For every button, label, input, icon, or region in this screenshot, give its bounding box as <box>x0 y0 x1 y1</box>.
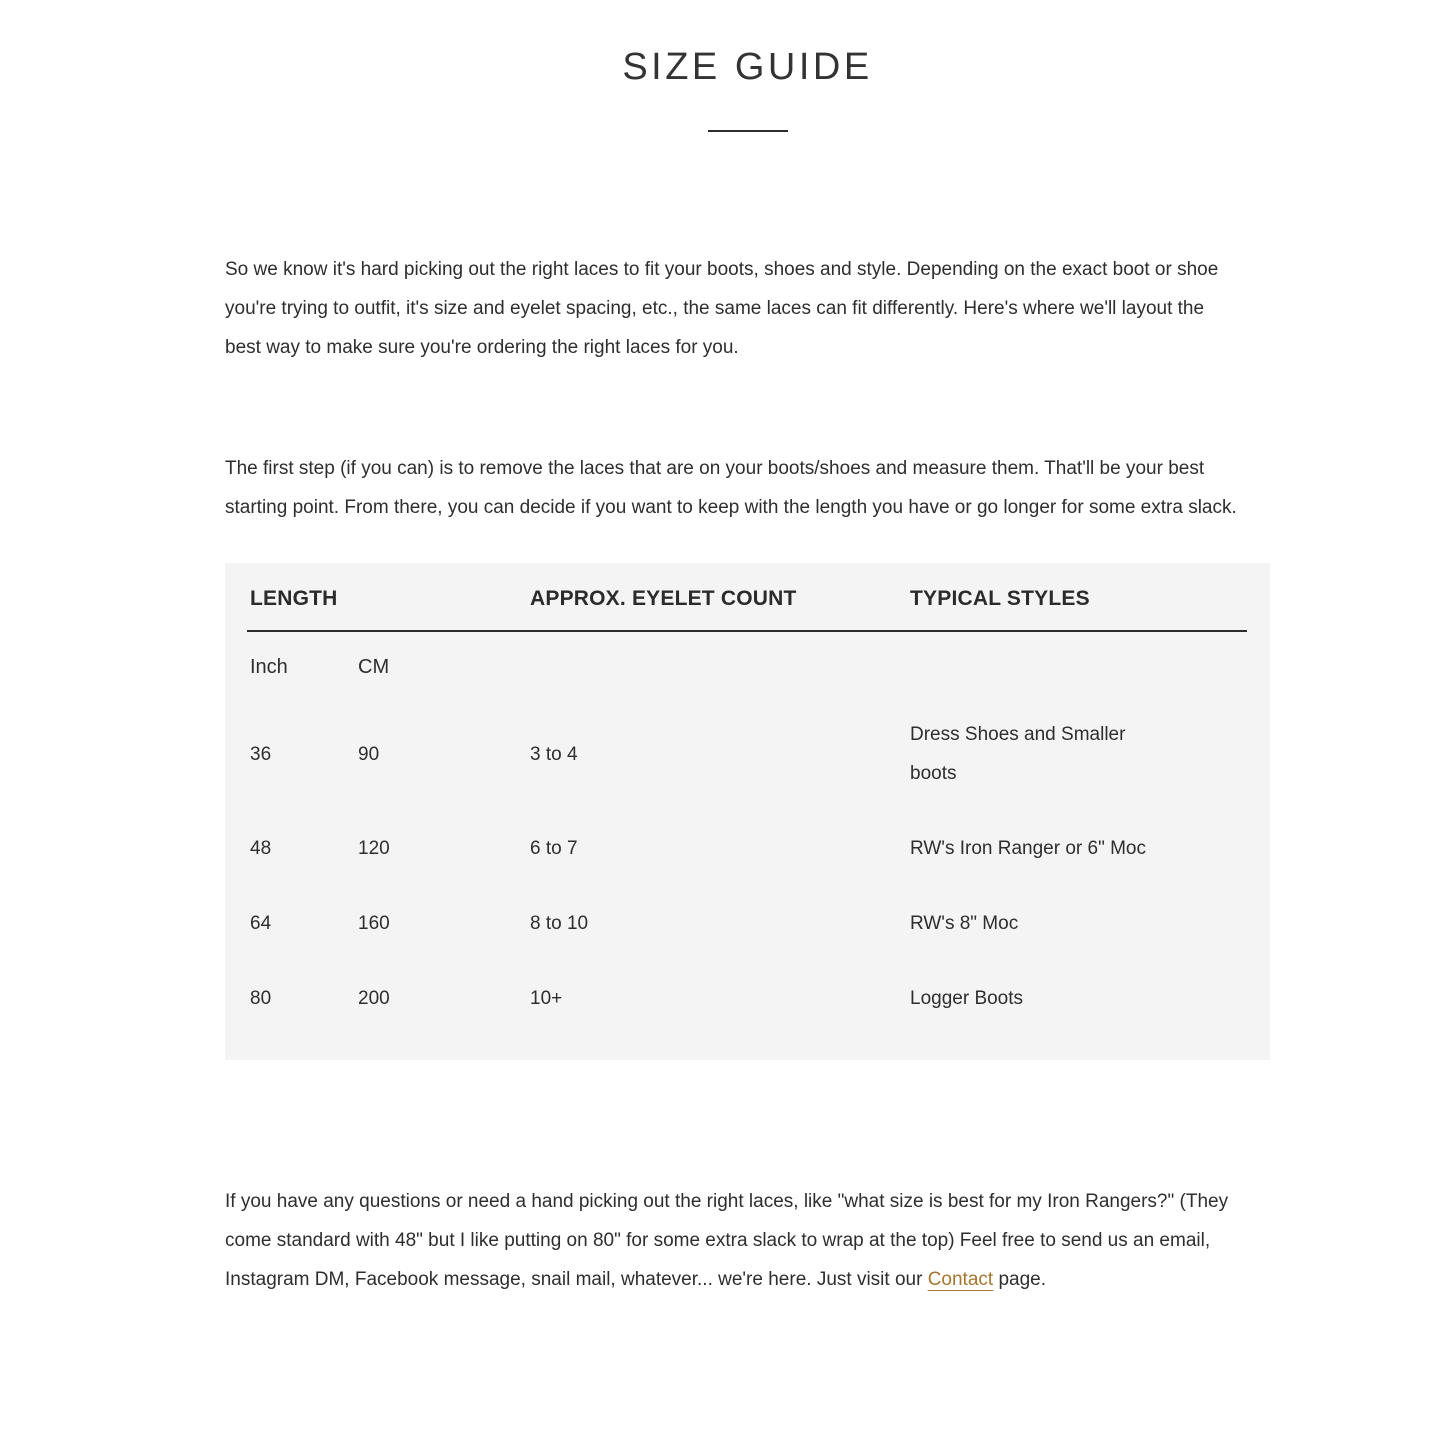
cell-eyelets: 3 to 4 <box>530 743 578 765</box>
column-header-typical-styles: TYPICAL STYLES <box>910 587 1090 610</box>
cell-inch: 36 <box>250 743 272 765</box>
measure-paragraph: The first step (if you can) is to remove the laces that are on your boots/shoes and measure them. That'll be your best starting point. From there, you can decide if you want to keep with the length you have or go longer for some extra slack. <box>225 458 1237 518</box>
unit-header-row <box>225 632 1270 697</box>
size-table-header-row <box>225 585 1270 630</box>
cell-cm: 120 <box>358 838 390 859</box>
help-text-after-link: page. <box>993 1269 1046 1290</box>
title-divider <box>708 130 788 132</box>
unit-header-cm: CM <box>358 656 390 678</box>
help-text-before-link: If you have any questions or need a hand picking out the right laces, like "what size is best for my Iron Rangers?" (They come standard with 48" but I like putting on 80" for some extra slack to wrap at the top) Feel free to send us an email, Instagram DM, Facebook message, snail mail, whatever... we're here. Just visit our <box>225 1191 1229 1290</box>
column-header-length: LENGTH <box>250 587 338 610</box>
cell-styles: Dress Shoes and Smaller boots <box>910 724 1126 784</box>
table-row <box>225 697 1270 811</box>
page-title: SIZE GUIDE <box>622 46 873 88</box>
unit-header-inch: Inch <box>250 656 288 678</box>
cell-inch: 80 <box>250 988 272 1009</box>
cell-cm: 160 <box>358 913 390 934</box>
cell-eyelets: 8 to 10 <box>530 913 589 934</box>
contact-link[interactable]: Contact <box>927 1269 994 1290</box>
cell-styles: RW's Iron Ranger or 6" Moc <box>910 838 1146 859</box>
table-row <box>225 811 1270 886</box>
table-row <box>225 961 1270 1036</box>
cell-cm: 90 <box>358 743 380 765</box>
cell-styles: RW's 8" Moc <box>910 913 1019 934</box>
help-paragraph <box>225 1182 1237 1299</box>
cell-inch: 48 <box>250 838 272 859</box>
size-guide-table <box>225 563 1270 1060</box>
cell-styles: Logger Boots <box>910 988 1024 1009</box>
cell-eyelets: 10+ <box>530 988 563 1009</box>
cell-eyelets: 6 to 7 <box>530 838 578 859</box>
intro-paragraph: So we know it's hard picking out the right laces to fit your boots, shoes and style. Depending on the exact boot or shoe you're trying to outfit, it's size and eyelet spacing, etc., the same laces can fit differently. Here's where we'll layout the best way to make sure you're ordering the right laces for you. <box>225 259 1219 358</box>
table-row <box>225 886 1270 961</box>
page-content <box>225 44 1270 1299</box>
cell-inch: 64 <box>250 913 272 934</box>
column-header-eyelet-count: APPROX. EYELET COUNT <box>530 587 797 610</box>
cell-cm: 200 <box>358 988 390 1009</box>
